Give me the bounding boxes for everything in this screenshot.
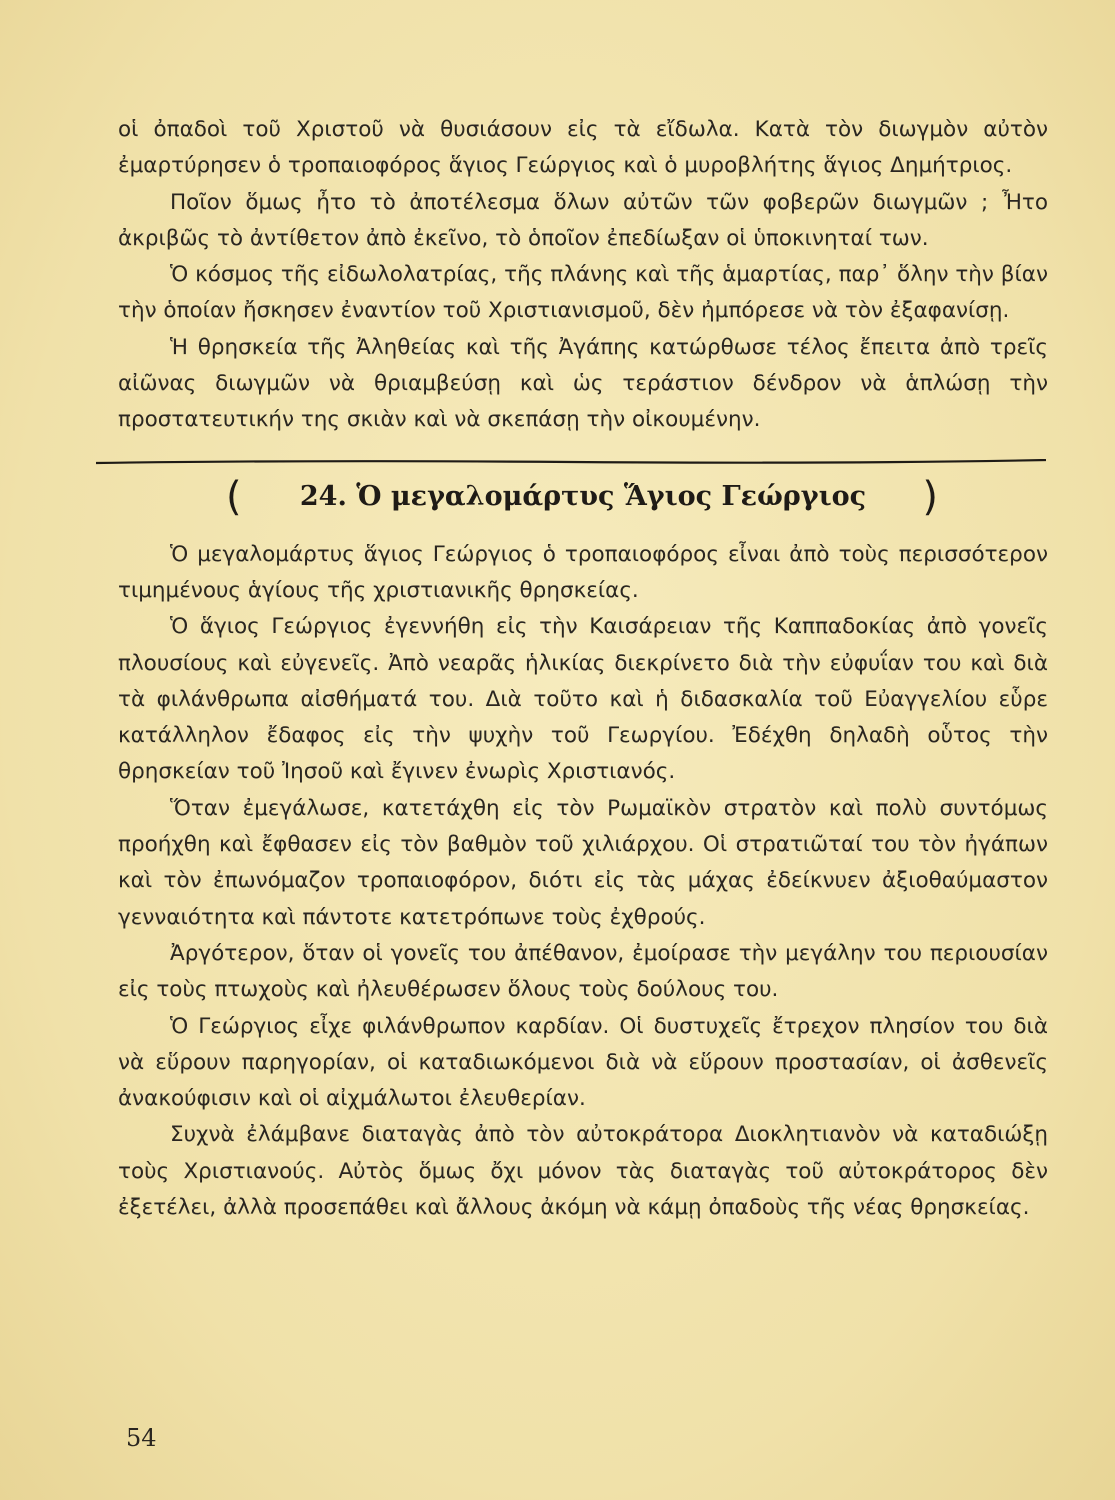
divider-rule xyxy=(96,459,1046,465)
section-heading-block xyxy=(118,439,1048,537)
body-text xyxy=(118,112,1048,1226)
paragraph: Συχνὰ ἐλάμβανε διαταγὰς ἀπὸ τὸν αὐτοκράτορα Διοκλητιανὸν νὰ καταδιώξῃ τοὺς Χριστιανούς. Αὐτὸς ὅμως ὄχι μόνον τὰς διαταγὰς τοῦ αὐτοκράτορος δὲν ἐξετέλει, ἀλλὰ προσεπάθει καὶ ἄλλους ἀκόμη νὰ κάμῃ ὀπαδοὺς τῆς νέας θρησκείας. xyxy=(118,1122,1048,1221)
paragraph: Ὁ ἅγιος Γεώργιος ἐγεννήθη εἰς τὴν Καισάρειαν τῆς Καππαδοκίας ἀπὸ γονεῖς πλουσίους καὶ εὐγενεῖς. Ἀπὸ νεαρᾶς ἡλικίας διεκρίνετο διὰ τὴν εὐφυΐαν του καὶ διὰ τὰ φιλάνθρωπα αἰσθήματά του. Διὰ τοῦτο καὶ ἡ διδασκαλία τοῦ Εὐαγγελίου εὗρε κατάλληλον ἔδαφος εἰς τὴν ψυχὴν τοῦ Γεωργίου. Ἐδέχθη δηλαδὴ οὗτος τὴν θρησκείαν τοῦ Ἰησοῦ καὶ ἔγινεν ἐνωρὶς Χριστιανός. xyxy=(118,614,1048,785)
paragraph: Ἡ θρησκεία τῆς Ἀληθείας καὶ τῆς Ἀγάπης κατώρθωσε τέλος ἔπειτα ἀπὸ τρεῖς αἰῶνας διωγμῶν νὰ θριαμβεύσῃ καὶ ὡς τεράστιον δένδρον νὰ ἁπλώσῃ τὴν προστατευτικήν της σκιὰν καὶ νὰ σκεπάσῃ τὴν οἰκουμένην. xyxy=(118,334,1048,433)
paragraph: Ὅταν ἐμεγάλωσε, κατετάχθη εἰς τὸν Ρωμαϊκὸν στρατὸν καὶ πολὺ συντόμως προήχθη καὶ ἔφθασεν εἰς τὸν βαθμὸν τοῦ χιλιάρχου. Οἱ στρατιῶταί του τὸν ἠγάπων καὶ τὸν ἐπωνόμαζον τροπαιοφόρον, διότι εἰς τὰς μάχας ἐδείκνυεν ἀξιοθαύμαστον γενναιότητα καὶ πάντοτε κατετρόπωνε τοὺς ἐχθρούς. xyxy=(118,795,1048,930)
section-heading: 24. Ὁ μεγαλομάρτυς Ἅγιος Γεώργιος xyxy=(299,480,867,512)
page-number: 54 xyxy=(126,1424,157,1452)
paragraph: Ὁ κόσμος τῆς εἰδωλολατρίας, τῆς πλάνης καὶ τῆς ἁμαρτίας, παρ᾽ ὅλην τὴν βίαν τὴν ὁποίαν ἤσκησεν ἐναντίον τοῦ Χριστιανισμοῦ, δὲν ἠμπόρεσε νὰ τὸν ἐξαφανίσῃ. xyxy=(118,262,1048,324)
paragraph-continued: οἱ ὀπαδοὶ τοῦ Χριστοῦ νὰ θυσιάσουν εἰς τὰ εἴδωλα. Κατὰ τὸν διωγμὸν αὐτὸν ἐμαρτύρησεν ὁ τροπαιοφόρος ἅγιος Γεώργιος καὶ ὁ μυροβλήτης ἅγιος Δημήτριος. xyxy=(118,117,1048,179)
right-bracket-ornament: ) xyxy=(922,473,938,520)
paragraph: Ὁ μεγαλομάρτυς ἅγιος Γεώργιος ὁ τροπαιοφόρος εἶναι ἀπὸ τοὺς περισσότερον τιμημένους ἁγίους τῆς χριστιανικῆς θρησκείας. xyxy=(118,541,1048,603)
paragraph: Ἀργότερον, ὅταν οἱ γονεῖς του ἀπέθανον, ἐμοίρασε τὴν μεγάλην του περιουσίαν εἰς τοὺς πτωχοὺς καὶ ἠλευθέρωσεν ὅλους τοὺς δούλους του. xyxy=(118,940,1048,1003)
paragraph: Ὁ Γεώργιος εἶχε φιλάνθρωπον καρδίαν. Οἱ δυστυχεῖς ἔτρεχον πλησίον του διὰ νὰ εὕρουν παρηγορίαν, οἱ καταδιωκόμενοι διὰ νὰ εὕρουν προστασίαν, οἱ ἀσθενεῖς ἀνακούφισιν καὶ οἱ αἰχμάλωτοι ἐλευθερίαν. xyxy=(118,1013,1048,1112)
left-bracket-ornament: ( xyxy=(226,473,242,520)
paragraph: Ποῖον ὅμως ἦτο τὸ ἀποτέλεσμα ὅλων αὐτῶν τῶν φοβερῶν διωγμῶν ; Ἦτο ἀκριβῶς τὸ ἀντίθετον ἀπὸ ἐκεῖνο, τὸ ὁποῖον ἐπεδίωξαν οἱ ὑποκινηταί των. xyxy=(118,189,1048,251)
